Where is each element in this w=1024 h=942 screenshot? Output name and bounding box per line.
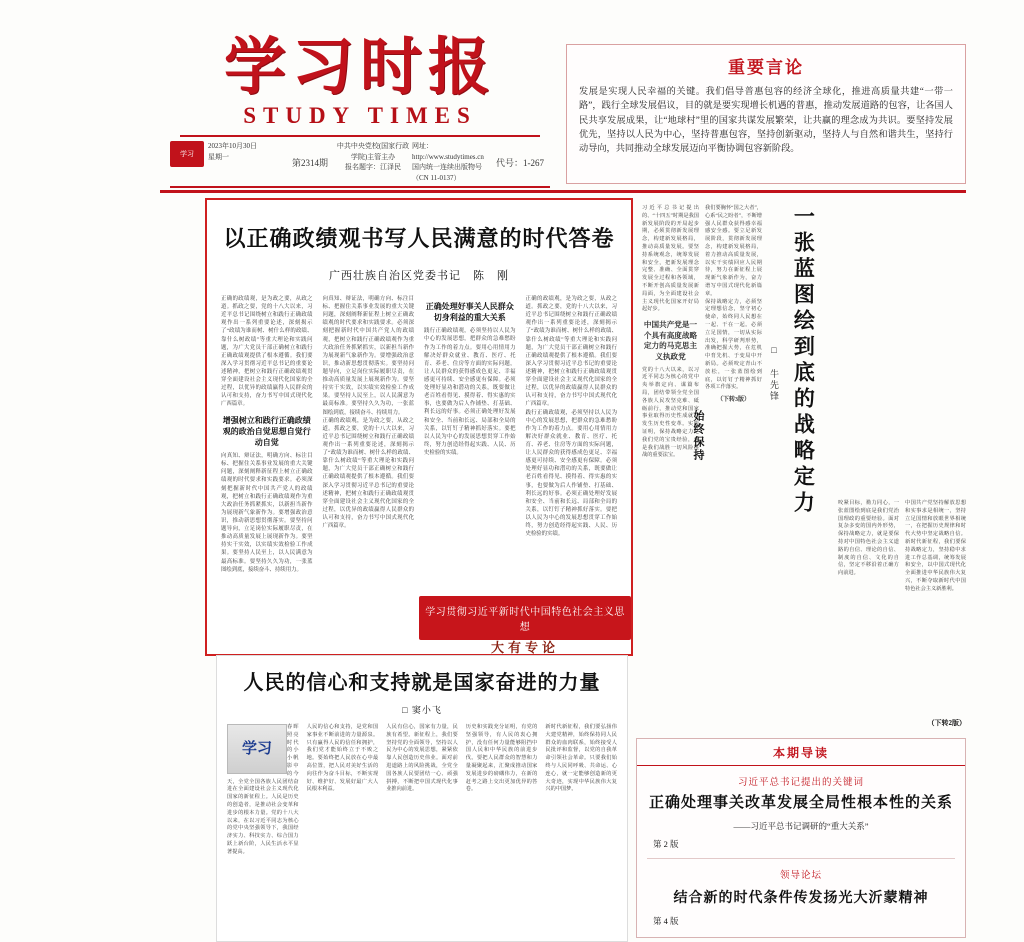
second-col3-text: 人民有信心，国家有力量，民族有希望。新征程上，我们要坚持党的全面领导，坚持以人民为中心的发展思想，紧紧依靠人民创造历史伟业。面对前进道路上的风险挑战，全党全国各族人民要团结一心、顽强拼搏，不断把中国式现代化事业推向前进。: [386, 724, 458, 793]
lead-article-banner-sub: 大有专论: [490, 640, 559, 655]
important-statement-box: [566, 44, 966, 184]
masthead-subtitle: STUDY TIMES: [243, 103, 477, 129]
masthead-registration: 国内统一连续出版物号（CN 11-0137）: [412, 163, 483, 182]
masthead-weekday: 星期一: [208, 152, 229, 161]
vertical-article-title: 一张蓝图绘到底的战略定力: [791, 205, 816, 517]
middle-column-2: [705, 205, 762, 725]
issue-guide-page-2: 第 4 版: [653, 915, 679, 926]
masthead-issue: 第2314期: [292, 157, 329, 168]
masthead-date: 2023年10月30日: [208, 142, 257, 151]
issue-guide-divider: [647, 858, 955, 859]
second-article-columns: [227, 724, 617, 857]
important-statement-title: 重要言论: [728, 58, 804, 77]
lead-subhead-1: 增强树立和践行正确政绩观的政治自觉思想自觉行动自觉: [222, 415, 311, 447]
middle-col2-text: 我们要胸怀“国之大者”，心系“民之盼者”，不断增强人民群众获得感幸福感安全感。要立足新发展阶段，贯彻新发展理念，构建新发展格局，着力推动高质量发展，以实干实绩回应人民期待，努力在新征程上展现新气象新作为，奋力谱写中国式现代化新篇章。: [705, 205, 762, 297]
middle-col2-text-2: 保持战略定力，必须坚定理想信念，坚守初心使命，始终同人民想在一起、干在一起。必须立足国情，一切从实际出发，科学研判形势，准确把握大势，在危机中育先机、于变局中开新局。必须咬定青山不放松，一张蓝图绘到底，以钉钉子精神抓好各项工作落实。: [705, 298, 762, 391]
masthead-code: 代号：1-267: [496, 157, 545, 168]
vertical-article-continued-note: （下转2版）: [927, 719, 966, 727]
second-article-column-2: [307, 724, 379, 857]
lead-col2-text: 向真知、辩证法，明确方向、标注目标、把握住关系事业发展的重大关键问题，深刻阐释新征程上树立正确政绩观的时代要求和实践要求。必须深刻把握新时代中国共产党人的政绩观，把树立和践行正确政绩观作为重大政治任务抓紧抓实，以新担当新作为展现新气象新作为。要增强政治意识，推动新思想贯彻落实。要坚持问题导向，立足岗位实际履职尽责，在推动高质量发展上展现新作为。要坚持实干实效，以实绩实效检验工作成果。要坚持人民至上，以人民满意为最高标准。要坚持久久为功，一张蓝图绘到底，接续奋斗、持续用力。: [322, 296, 414, 416]
second-article[interactable]: [216, 655, 628, 942]
lead-col2-text-2: 正确的政绩观，是为政之要，从政之道。抓政之要，党的十八大以来，习近平总书记围绕树立和践行正确政绩观作出一系列重要论述，深刻揭示了“政绩为谁而树、树什么样的政绩、靠什么树政绩”等重大理论和实践问题，为广大党员干部正确树立和践行正确政绩观提供了根本遵循。我们要深入学习贯彻习近平总书记的重要论述精神，把树立和践行正确政绩观贯穿全面建设社会主义现代化国家的全过程，以优异的政绩赢得人民群众的认可和支持，奋力书写中国式现代化广西篇章。: [322, 417, 414, 530]
second-article-headline: 人民的信心和支持就是国家奋进的力量: [243, 672, 601, 694]
middle-continued-note: （下转3版）: [716, 397, 750, 404]
masthead-info: [170, 141, 550, 188]
second-article-column-3: [386, 724, 458, 857]
second-article-column-4: [466, 724, 538, 857]
lead-article[interactable]: [205, 198, 633, 656]
lead-article-byline: 广西壮族自治区党委书记 陈 刚: [329, 270, 509, 282]
masthead-publisher-block: [334, 141, 412, 183]
second-article-column-5: [545, 724, 617, 857]
lead-article-column-1: [221, 295, 313, 574]
second-col1-text: 春晖照亮时代的小小帆影中的今天，全党全国各族人民团结奋进在全面建设社会主义现代化国家的新征程上。人民是历史的创造者，是推动社会变革和进步的根本力量。党的十八大以来，在以习近平同志为核心的党中央坚强领导下，我国经济实力、科技实力、综合国力跃上新台阶，人民生活水平显著提高。: [227, 724, 299, 855]
second-article-byline: □ 窦小飞: [402, 705, 442, 715]
masthead-publisher: 中共中央党校(国家行政学院)主管主办: [336, 142, 410, 161]
lead-col4-text-2: 践行正确政绩观，必须坚持以人民为中心的发展思想，把群众的急难愁盼作为工作的着力点。要用心用情用力解决好群众就业、教育、医疗、托育、养老、住房等方面的实际问题，让人民群众的获得感成色更足、幸福感更可持续、安全感更有保障。必须处理好显功和潜功的关系，既要做让老百姓看得见、摸得着、得实惠的实事，也要做为后人作铺垫、打基础、利长远的好事。必须正确处理好发展和安全、当前和长远、局部和全局的关系，以钉钉子精神抓好落实。要把以人民为中心的发展思想贯穿工作始终，努力创造经得起实践、人民、历史检验的实绩。: [525, 409, 617, 538]
issue-guide-subtitle-1: ——习近平总书记调研的“重大关系”: [733, 820, 869, 831]
right-col2-text: 中国共产党坚持解放思想和实事求是相统一，坚持立足国情和放眼世界相统一，在把握历史规律和时代大势中坚定战略自信。新时代新征程，我们要保持战略定力，坚持稳中求进工作总基调，统筹发展和安全，以中国式现代化全面推进中华民族伟大复兴，不断夺取新时代中国特色社会主义新胜利。: [905, 500, 966, 592]
issue-guide-kicker-2: 领导论坛: [779, 870, 822, 881]
lead-col3-text: 践行正确政绩观，必须坚持以人民为中心的发展思想，把群众的急难愁盼作为工作的着力点。要用心用情用力解决好群众就业、教育、医疗、托育、养老、住房等方面的实际问题，让人民群众的获得感成色更足、幸福感更可持续、安全感更有保障。必须处理好显功和潜功的关系，既要做让老百姓看得见、摸得着、得实惠的实事，也要做为后人作铺垫、打基础、利长远的好事。必须正确处理好发展和安全、当前和长远、局部和全局的关系，以钉钉子精神抓好落实。要把以人民为中心的发展思想贯穿工作始终，努力创造经得起实践、人民、历史检验的实绩。: [424, 328, 516, 457]
lead-article-columns: [221, 295, 617, 574]
second-article-logo: 学习: [227, 724, 287, 774]
right-column-1: [838, 500, 899, 728]
masthead-meta-block: [412, 141, 490, 183]
header-rule: [160, 190, 966, 193]
lead-col1-text: 正确的政绩观，是为政之要，从政之道。抓政之要，党的十八大以来，习近平总书记围绕树立和践行正确政绩观作出一系列重要论述，深刻揭示了“政绩为谁而树、树什么样的政绩、靠什么树政绩”等重大理论和实践问题，为广大党员干部正确树立和践行正确政绩观提供了根本遵循。我们要深入学习贯彻习近平总书记的重要论述精神，把树立和践行正确政绩观贯穿全面建设社会主义现代化国家的全过程，以优异的政绩赢得人民群众的认可和支持，奋力书写中国式现代化广西篇章。: [221, 296, 313, 408]
second-col4-text: 历史和实践充分证明，有党的坚强领导，有人民的衷心拥护，没有任何力量能够阻挡中国人民和中华民族的前进步伐。要把人民群众的智慧和力量凝聚起来，汇聚成推动国家发展进步的磅礴伟力，在新的赶考之路上交出更加优异的答卷。: [465, 724, 538, 793]
issue-guide-headline-2[interactable]: 结合新的时代条件传发扬光大沂蒙精神: [673, 890, 929, 906]
lead-article-column-3: [424, 295, 516, 574]
issue-guide-page-1: 第 2 版: [653, 838, 679, 849]
middle-col1-text: 习近平总书记提出的、“十四五”时期是我国新发展阶段的开局起步期，必须贯彻新发展理念，构建新发展格局，推动高质量发展。要坚持系统观念，统筹发展和安全，把新发展理念完整、准确、全面贯穿发展全过程和各领域，不断开创高质量发展新局面，为全面建设社会主义现代化国家开好局起好步。: [642, 205, 699, 313]
masthead-title: 学习时报: [223, 30, 496, 103]
lead-subhead-2: 正确处理好事关人民群众切身利益的重大关系: [425, 302, 514, 323]
masthead-date-block: [208, 141, 286, 183]
masthead-editor: 报名题字：江泽民: [345, 163, 402, 172]
lead-article-column-2: [323, 295, 415, 574]
vertical-article-kicker: 始终保持: [692, 410, 704, 462]
lead-article-banner: 学习贯彻习近平新时代中国特色社会主义思想: [419, 596, 631, 640]
masthead-divider: [180, 135, 540, 137]
second-col2-text: 人民的信心和支持，是党和国家事业不断前进的力量源泉。只有赢得人民的信任和拥护，我们党才能始终立于不败之地。要始终把人民放在心中最高位置，把人民对美好生活的向往作为奋斗目标，不断实现好、维护好、发展好最广大人民根本利益。: [306, 724, 379, 793]
issue-guide-headline-1[interactable]: 正确处理事关改革发展全局性根本性的关系: [648, 795, 953, 811]
middle-heading: 中国共产党是一个具有高度战略定力的马克思主义执政党: [643, 320, 698, 362]
issue-guide-title: 本期导读: [637, 739, 965, 766]
second-col5-text: 新时代新征程，我们要弘扬伟大建党精神，始终保持同人民群众的血肉联系，始终接受人民批评和监督，以党的自我革命引领社会革命。只要我们始终与人民同呼吸、共命运、心连心，就一定能够创造新的更大奇迹，实现中华民族伟大复兴的中国梦。: [545, 724, 617, 793]
issue-guide-box: [636, 738, 966, 938]
masthead-website[interactable]: 网址：http://www.studytimes.cn: [412, 142, 484, 161]
lead-article-headline: 以正确政绩观书写人民满意的时代答卷: [223, 226, 615, 251]
vertical-article-byline: □ 牛先锋: [769, 345, 779, 402]
second-article-column-1: [227, 724, 299, 857]
issue-guide-kicker-1: 习近平总书记提出的关键词: [737, 778, 864, 788]
right-column-2: [905, 500, 966, 728]
masthead: [170, 30, 550, 188]
right-col1-text: 咬紧目标，勠力同心，一张蓝图绘到底是我们党治国理政的重要经验。面对复杂多变的国内外形势，保持战略定力，就是要保持对中国特色社会主义道路的自信、理论的自信、制度的自信、文化的自信，坚定不移沿着正确方向前进。: [838, 500, 899, 577]
important-statement-body: 发展是实现人民幸福的关键。我们倡导普惠包容的经济全球化，推进高质量共建“一带一路”，践行全球发展倡议，目的就是要实现增长机遇的普惠，推动发展道路的包容，让各国人民共享发展成果，让“地球村”里的国家共谋发展繁荣，让共赢的理念成为共识。要坚持发展优先，坚持以人民为中心，坚持普惠包容，坚持创新驱动，坚持人与自然和谐共生，坚持行动导向，共同推动全球发展迈向平衡协调包容新阶段。: [579, 86, 953, 153]
lead-article-column-4: [526, 295, 618, 574]
lead-col1-text-2: 向真知、辩证法，明确方向、标注目标、把握住关系事业发展的重大关键问题，深刻阐释新征程上树立正确政绩观的时代要求和实践要求。必须深刻把握新时代中国共产党人的政绩观，把树立和践行正确政绩观作为重大政治任务抓紧抓实，以新担当新作为展现新气象新作为。要增强政治意识，推动新思想贯彻落实。要坚持问题导向，立足岗位实际履职尽责，在推动高质量发展上展现新作为。要坚持实干实效，以实绩实效检验工作成果。要坚持人民至上，以人民满意为最高标准。要坚持久久为功，一张蓝图绘到底，接续奋斗、持续用力。: [221, 453, 313, 573]
right-columns: [838, 500, 966, 728]
masthead-logo: 学习: [170, 141, 204, 167]
lead-col4-text: 正确的政绩观，是为政之要，从政之道。抓政之要，党的十八大以来，习近平总书记围绕树立和践行正确政绩观作出一系列重要论述，深刻揭示了“政绩为谁而树、树什么样的政绩、靠什么树政绩”等重大理论和实践问题，为广大党员干部正确树立和践行正确政绩观提供了根本遵循。我们要深入学习贯彻习近平总书记的重要论述精神，把树立和践行正确政绩观贯穿全面建设社会主义现代化国家的全过程，以优异的政绩赢得人民群众的认可和支持，奋力书写中国式现代化广西篇章。: [525, 296, 617, 408]
middle-col1-text-2: 党的十八大以来，以习近平同志为核心的党中央举旗定向、谋篇布局，团结带领全党全国各族人民攻坚克难、砥砺前行，推动党和国家事业取得历史性成就、发生历史性变革。实践证明，保持战略定力是我们党的宝贵经验，也是我们战胜一切风险挑战的重要法宝。: [642, 366, 699, 459]
